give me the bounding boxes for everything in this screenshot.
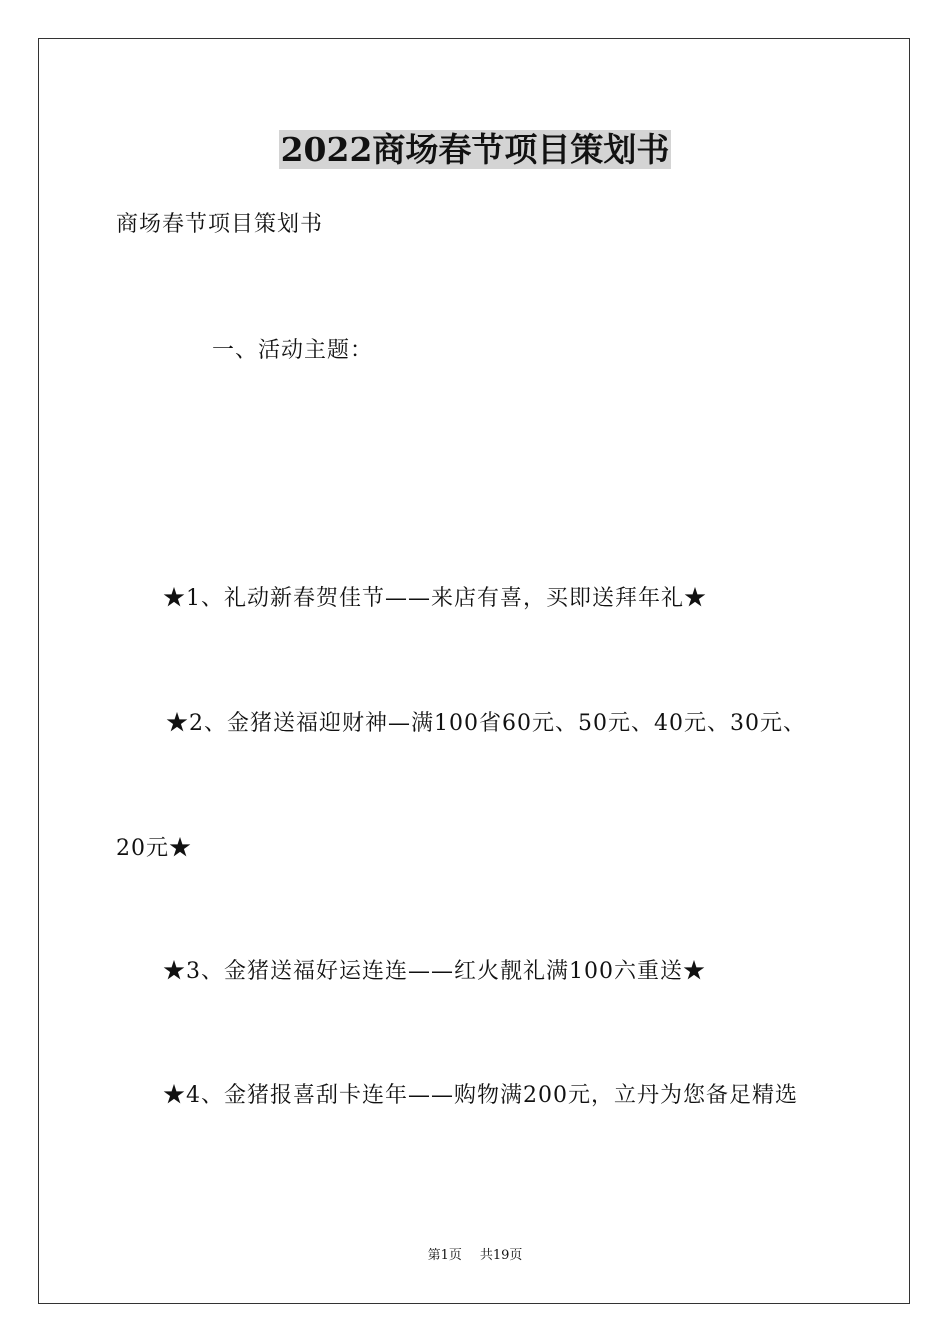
page-number-total: 共19页 <box>479 1248 523 1263</box>
activity-item-4: ★4、金猪报喜刮卡连年——购物满200元，立丹为您备足精选 <box>163 1083 798 1108</box>
page-number-current: 第1页 <box>427 1248 462 1263</box>
document-title-text: 2022商场春节项目策划书 <box>280 130 670 169</box>
document-title <box>0 126 950 174</box>
page-footer <box>0 1247 950 1265</box>
document-subtitle: 商场春节项目策划书 <box>116 212 324 237</box>
activity-item-3: ★3、金猪送福好运连连——红火靓礼满100六重送★ <box>163 959 706 984</box>
activity-item-1: ★1、礼动新春贺佳节——来店有喜，买即送拜年礼★ <box>163 586 707 611</box>
section-heading: 一、活动主题： <box>212 338 374 363</box>
activity-item-2: ★2、金猪送福迎财神—满100省60元、50元、40元、30元、 <box>166 711 806 736</box>
activity-item-2-continued: 20元★ <box>116 836 192 861</box>
